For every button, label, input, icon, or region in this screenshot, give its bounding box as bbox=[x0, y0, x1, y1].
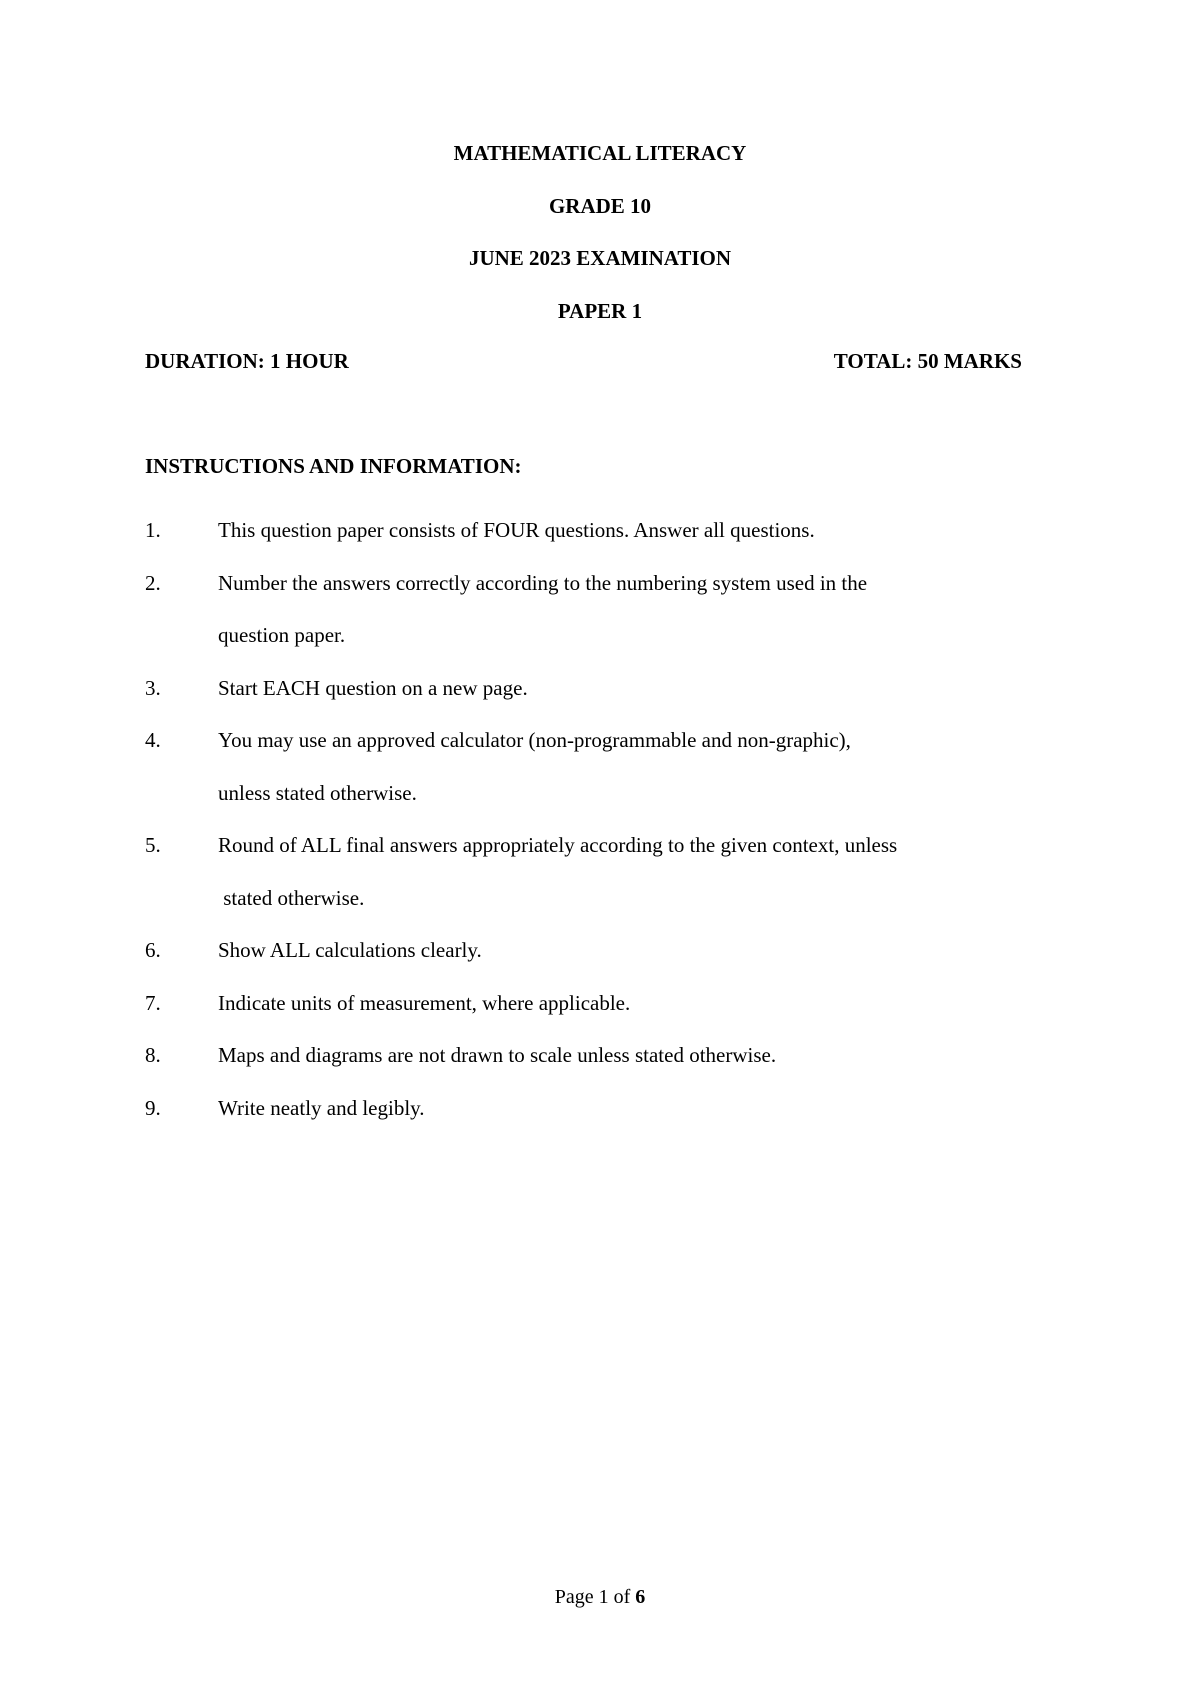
instruction-item bbox=[145, 714, 1045, 819]
instruction-number: 7. bbox=[145, 990, 161, 1015]
instruction-text-continued: question paper. bbox=[218, 623, 346, 647]
instruction-text: Indicate units of measurement, where applicable. bbox=[218, 990, 631, 1015]
instruction-text: Show ALL calculations clearly. bbox=[218, 938, 482, 962]
instruction-item bbox=[145, 977, 1045, 1030]
instruction-item bbox=[145, 819, 1045, 924]
instruction-text: Number the answers correctly according to the numbering system used in the bbox=[218, 570, 868, 595]
page-total: 6 bbox=[635, 1586, 646, 1608]
instruction-text: This question paper consists of FOUR questions. Answer all questions. bbox=[218, 518, 815, 542]
instruction-item bbox=[145, 557, 1045, 662]
instruction-number: 4. bbox=[145, 728, 161, 752]
instruction-number: 1. bbox=[145, 518, 161, 542]
instruction-number: 6. bbox=[145, 938, 161, 962]
paper-number: PAPER 1 bbox=[557, 298, 643, 323]
subject-title: MATHEMATICAL LITERACY bbox=[453, 141, 747, 165]
instruction-number: 5. bbox=[145, 833, 161, 857]
instruction-number: 9. bbox=[145, 1095, 161, 1120]
paper-heading bbox=[0, 138, 1200, 348]
instruction-item bbox=[145, 662, 1045, 715]
instruction-number: 3. bbox=[145, 675, 161, 700]
instruction-item bbox=[145, 924, 1045, 977]
instruction-number: 8. bbox=[145, 1043, 161, 1067]
instruction-number: 2. bbox=[145, 570, 161, 595]
page-footer bbox=[0, 1582, 1200, 1612]
instruction-text: You may use an approved calculator (non-programmable and non-graphic), bbox=[218, 728, 851, 752]
instruction-text: Maps and diagrams are not drawn to scale unless stated otherwise. bbox=[218, 1043, 777, 1067]
duration-label: DURATION: 1 HOUR bbox=[145, 349, 349, 373]
instruction-item bbox=[145, 1029, 1045, 1082]
instruction-text: Write neatly and legibly. bbox=[218, 1095, 425, 1120]
instructions-list bbox=[145, 504, 1045, 1134]
instruction-item bbox=[145, 504, 1045, 557]
page-number-label: Page 1 of bbox=[554, 1586, 636, 1608]
instructions-title: INSTRUCTIONS AND INFORMATION: bbox=[145, 454, 522, 478]
instruction-text: Start EACH question on a new page. bbox=[218, 675, 528, 700]
grade-title: GRADE 10 bbox=[548, 193, 652, 218]
instruction-text-continued: unless stated otherwise. bbox=[218, 780, 417, 805]
exam-title: JUNE 2023 EXAMINATION bbox=[468, 246, 732, 270]
total-marks-label: TOTAL: 50 MARKS bbox=[833, 349, 1022, 373]
instruction-text: Round of ALL final answers appropriately according to the given context, unless bbox=[218, 833, 898, 857]
instruction-item bbox=[145, 1082, 1045, 1135]
instruction-text-continued: stated otherwise. bbox=[218, 885, 365, 910]
